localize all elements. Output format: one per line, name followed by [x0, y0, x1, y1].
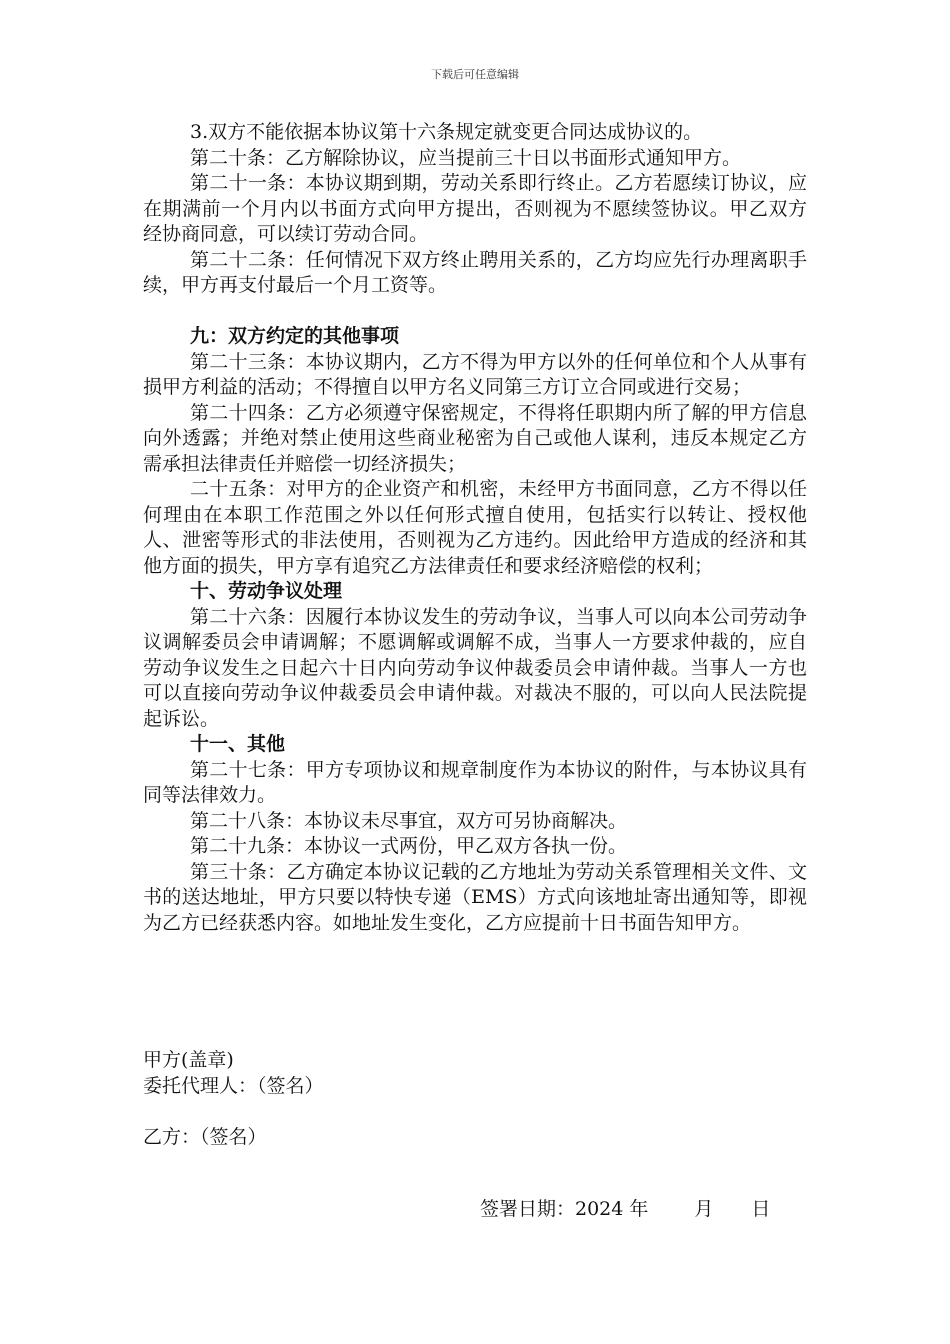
contract-clause: 第三十条：乙方确定本协议记载的乙方地址为劳动关系管理相关文件、文书的送达地址，甲方只要以特快专递（EMS）方式向该地址寄出通知等，即视为乙方已经获悉内容。如地址发生变化，乙方应提前十日书面告知甲方。 — [143, 860, 807, 934]
contract-clause: 第二十七条：甲方专项协议和规章制度作为本协议的附件，与本协议具有同等法律效力。 — [143, 758, 807, 806]
page-header: 下载后可任意编辑 — [431, 68, 519, 81]
section-heading: 十一、其他 — [190, 733, 286, 755]
party-b-signature: 乙方：（签名） — [143, 1126, 267, 1148]
contract-clause: 3.双方不能依据本协议第十六条规定就变更合同达成协议的。 — [190, 121, 703, 143]
contract-clause: 二十五条：对甲方的企业资产和机密，未经甲方书面同意，乙方不得以任何理由在本职工作范围之外以任何形式擅自使用，包括实行以转让、授权他人、泄密等形式的非法使用，否则视为乙方违约。因此给甲方造成的经济和其他方面的损失，甲方享有追究乙方法律责任和要求经济赔偿的权利； — [143, 478, 807, 577]
contract-body — [143, 120, 807, 936]
contract-clause: 第二十条：乙方解除协议，应当提前三十日以书面形式通知甲方。 — [190, 146, 742, 169]
signing-date-day: 日 — [751, 1198, 771, 1220]
contract-clause: 第二十一条：本协议期到期，劳动关系即行终止。乙方若愿续订协议，应在期满前一个月内以书面方式向甲方提出，否则视为不愿续签协议。甲乙双方经协商同意，可以续订劳动合同。 — [143, 172, 807, 245]
contract-clause: 第二十六条：因履行本协议发生的劳动争议，当事人可以向本公司劳动争议调解委员会申请调解；不愿调解或调解不成，当事人一方要求仲裁的，应自劳动争议发生之日起六十日内向劳动争议仲裁委员会申请仲裁。当事人一方也可以直接向劳动争议仲裁委员会申请仲裁。对裁决不服的，可以向人民法院提起诉讼。 — [143, 605, 807, 730]
section-heading: 九：双方约定的其他事项 — [190, 325, 400, 347]
signing-date-month: 月 — [694, 1198, 714, 1220]
contract-clause: 第二十二条：任何情况下双方终止聘用关系的，乙方均应先行办理离职手续，甲方再支付最后一个月工资等。 — [143, 248, 807, 296]
contract-clause: 第二十九条：本协议一式两份，甲乙双方各执一份。 — [190, 835, 628, 857]
agent-signature: 委托代理人：（签名） — [143, 1075, 324, 1097]
contract-clause: 第二十四条：乙方必须遵守保密规定，不得将任职期内所了解的甲方信息向外透露；并绝对禁止使用这些商业秘密为自己或他人谋利，违反本规定乙方需承担法律责任并赔偿一切经济损失； — [143, 401, 807, 475]
signing-date — [480, 1194, 770, 1221]
paragraph-spacer — [143, 299, 807, 325]
contract-clause: 第二十三条：本协议期内，乙方不得为甲方以外的任何单位和个人从事有损甲方利益的活动；不得擅自以甲方名义同第三方订立合同或进行交易； — [143, 350, 807, 398]
contract-clause: 第二十八条：本协议未尽事宜，双方可另协商解决。 — [190, 809, 628, 832]
signing-date-label: 签署日期：2024 年 — [480, 1198, 649, 1220]
party-a-seal: 甲方(盖章) — [143, 1049, 234, 1071]
section-heading: 十、劳动争议处理 — [190, 580, 343, 602]
